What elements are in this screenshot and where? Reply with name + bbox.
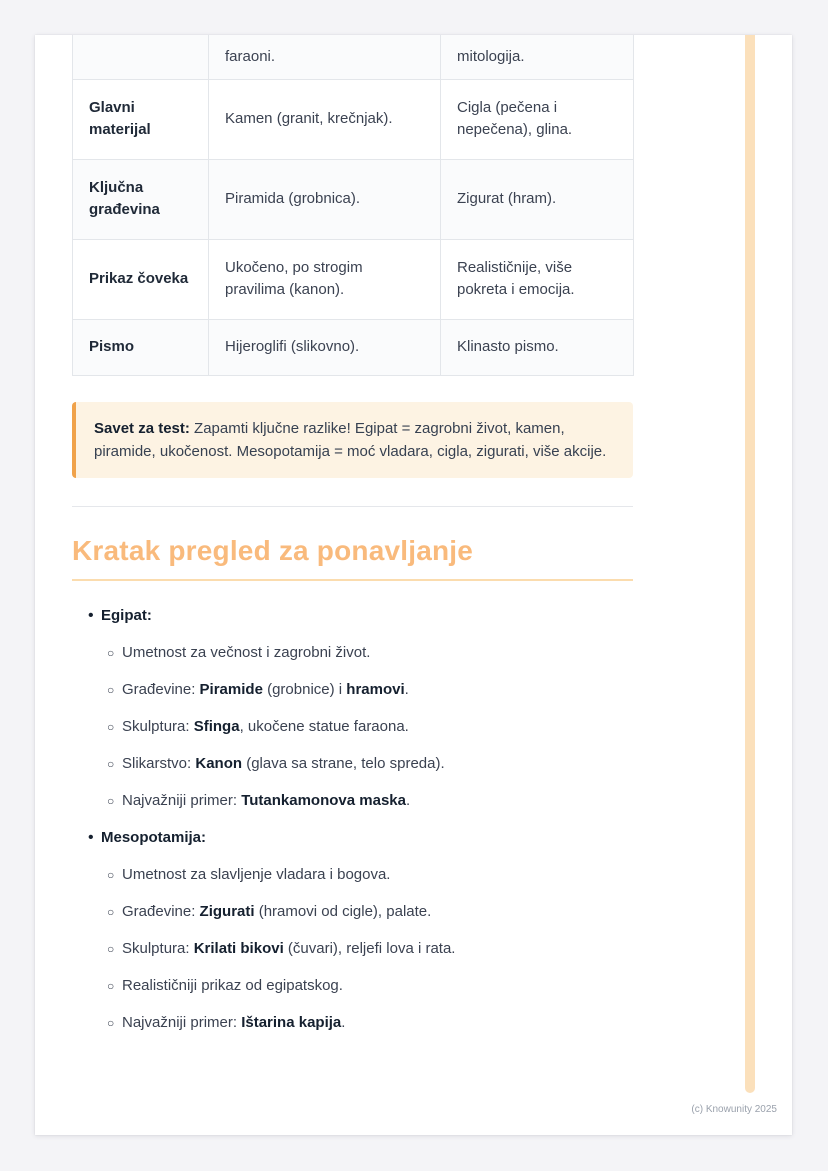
list-item: [107, 864, 633, 886]
group-label: Mesopotamija:: [101, 829, 207, 846]
list-item-text: [122, 901, 431, 923]
circle-bullet-icon: ○: [107, 905, 115, 919]
table-cell-mesopotamia: mitologija.: [441, 35, 634, 79]
table-cell-mesopotamia: Zigurat (hram).: [441, 159, 634, 239]
plain-text: Realističniji prikaz od egipatskog.: [122, 977, 343, 994]
table-cell-egypt: Kamen (granit, krečnjak).: [209, 79, 441, 159]
list-item-text: [122, 1012, 345, 1034]
comparison-table: [72, 35, 634, 376]
list-item-text: [122, 864, 390, 886]
sub-list: [107, 642, 633, 812]
circle-bullet-icon: ○: [107, 794, 115, 808]
bold-text: Tutankamonova maska: [241, 792, 406, 809]
plain-text: (hramovi od cigle), palate.: [254, 903, 432, 920]
bold-text: Kanon: [195, 755, 243, 772]
list-item: [107, 753, 633, 775]
plain-text: .: [404, 681, 409, 698]
table-cell-egypt: Ukočeno, po strogim pravilima (kanon).: [209, 239, 441, 319]
page-accent-strip: [745, 35, 755, 1093]
bold-text: Sfinga: [193, 718, 240, 735]
group-heading: [72, 827, 633, 849]
circle-bullet-icon: ○: [107, 979, 115, 993]
sub-list: [107, 864, 633, 1034]
list-item: [107, 1012, 633, 1034]
list-item: [107, 975, 633, 997]
plain-text: Umetnost za slavljenje vladara i bogova.: [122, 866, 391, 883]
circle-bullet-icon: ○: [107, 868, 115, 882]
list-item-text: [122, 753, 445, 775]
bold-text: Ištarina kapija: [241, 1014, 342, 1031]
copyright-note: (c) Knowunity 2025: [691, 1104, 777, 1115]
section-heading: Kratak pregled za ponavljanje: [72, 535, 633, 581]
section-divider: [72, 506, 633, 507]
table-row: [73, 79, 634, 159]
plain-text: (grobnice) i: [262, 681, 347, 698]
plain-text: Najvažniji primer:: [122, 792, 242, 809]
plain-text: Umetnost za večnost i zagrobni život.: [122, 644, 371, 661]
circle-bullet-icon: ○: [107, 1016, 115, 1030]
tip-callout: [72, 402, 633, 479]
list-item-text: [122, 642, 370, 664]
list-item-text: [122, 938, 455, 960]
list-item-text: [122, 679, 409, 701]
list-group-egypt: [72, 605, 633, 812]
plain-text: Građevine:: [122, 903, 200, 920]
plain-text: Skulptura:: [122, 940, 194, 957]
circle-bullet-icon: ○: [107, 942, 115, 956]
list-group-mesopotamia: [72, 827, 633, 1034]
bold-text: Zigurati: [199, 903, 255, 920]
plain-text: .: [405, 792, 411, 809]
review-list: [72, 605, 633, 1034]
plain-text: .: [341, 1014, 346, 1031]
table-row: [73, 239, 634, 319]
plain-text: Građevine:: [122, 681, 200, 698]
table-cell-egypt: faraoni.: [209, 35, 441, 79]
list-item: [107, 790, 633, 812]
group-heading: [72, 605, 633, 627]
list-item: [107, 679, 633, 701]
list-item-text: [122, 975, 343, 997]
callout-title: Savet za test:: [94, 419, 190, 437]
plain-text: Najvažniji primer:: [122, 1014, 242, 1031]
group-label: Egipat:: [101, 607, 152, 624]
table-cell-mesopotamia: Cigla (pečena i nepečena), glina.: [441, 79, 634, 159]
plain-text: Skulptura:: [122, 718, 194, 735]
row-label-cell: Ključna građevina: [73, 159, 209, 239]
bullet-icon: •: [88, 829, 94, 846]
callout-body: Zapamti ključne razlike! Egipat = zagrobni život, kamen, piramide, ukočenost. Mesopotamija = moć vladara, cigla, zigurati, više akcije.: [94, 419, 607, 460]
callout-text: [94, 417, 615, 464]
document-page: [35, 35, 792, 1135]
table-row: [73, 159, 634, 239]
list-item: [107, 642, 633, 664]
list-item: [107, 901, 633, 923]
plain-text: , ukočene statue faraona.: [239, 718, 409, 735]
plain-text: (čuvari), reljefi lova i rata.: [283, 940, 456, 957]
row-label-cell: Glavni materijal: [73, 79, 209, 159]
bold-text: Piramide: [199, 681, 263, 698]
list-item-text: [122, 716, 409, 738]
circle-bullet-icon: ○: [107, 757, 115, 771]
circle-bullet-icon: ○: [107, 683, 115, 697]
bullet-icon: •: [88, 607, 94, 624]
circle-bullet-icon: ○: [107, 646, 115, 660]
bold-text: Krilati bikovi: [193, 940, 284, 957]
list-item: [107, 938, 633, 960]
plain-text: (glava sa strane, telo spreda).: [242, 755, 445, 772]
row-label-cell: Prikaz čoveka: [73, 239, 209, 319]
table-cell-mesopotamia: Klinasto pismo.: [441, 319, 634, 375]
list-item-text: [122, 790, 410, 812]
table-row: [73, 35, 634, 79]
circle-bullet-icon: ○: [107, 720, 115, 734]
table-cell-egypt: Piramida (grobnica).: [209, 159, 441, 239]
list-item: [107, 716, 633, 738]
table-cell-mesopotamia: Realističnije, više pokreta i emocija.: [441, 239, 634, 319]
plain-text: Slikarstvo:: [122, 755, 196, 772]
page-content: [35, 35, 633, 1034]
row-label-cell: Pismo: [73, 319, 209, 375]
table-row: [73, 319, 634, 375]
row-label-cell: [73, 35, 209, 79]
bold-text: hramovi: [346, 681, 405, 698]
table-cell-egypt: Hijeroglifi (slikovno).: [209, 319, 441, 375]
